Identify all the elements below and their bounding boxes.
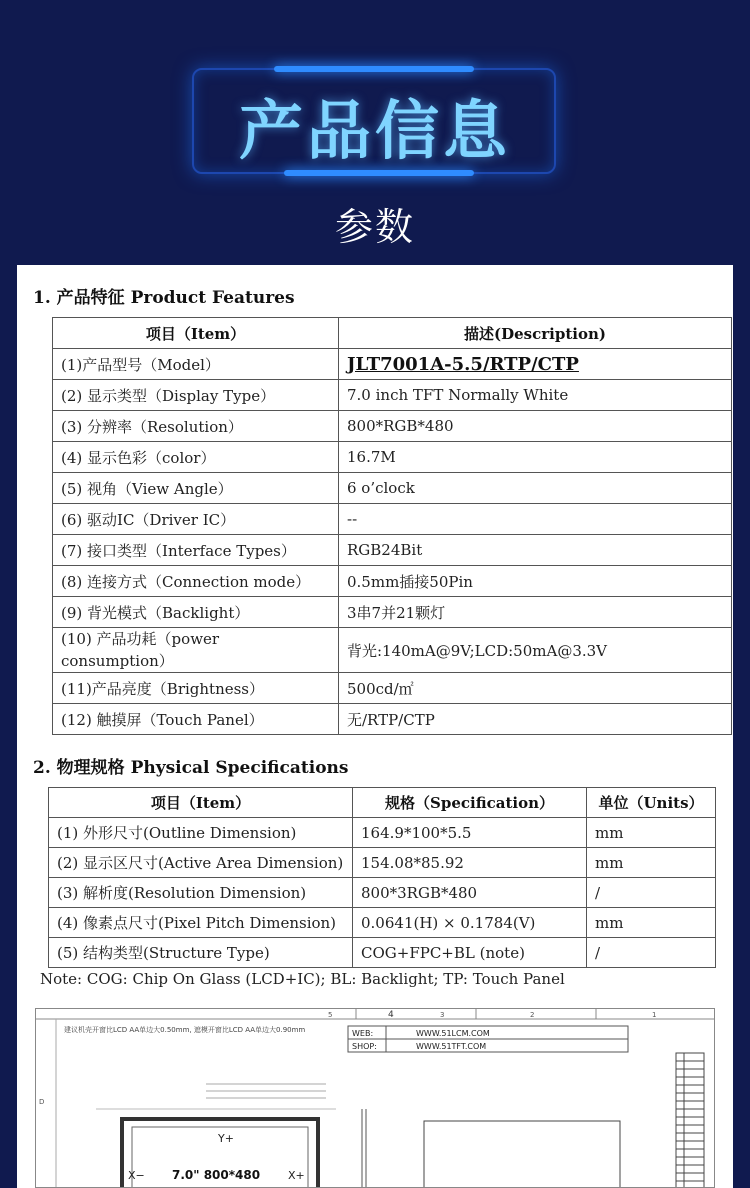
physical-table [48, 787, 716, 968]
table-row [53, 704, 732, 735]
physical-units: / [587, 878, 716, 908]
feature-value: RGB24Bit [339, 535, 732, 566]
feature-item: (6) 驱动IC（Driver IC） [53, 504, 339, 535]
ruler-label: 1 [652, 1011, 657, 1019]
physical-units: mm [587, 908, 716, 938]
physical-spec: COG+FPC+BL (note) [353, 938, 587, 968]
feature-value: 6 o’clock [339, 473, 732, 504]
drawing-svg [36, 1009, 715, 1188]
ruler-label: 2 [530, 1011, 535, 1019]
table-row [49, 908, 716, 938]
feature-item-line: (10) 产品功耗（power [61, 630, 220, 648]
feature-item: (5) 视角（View Angle） [53, 473, 339, 504]
features-header-row [53, 318, 732, 349]
shop-value: WWW.51TFT.COM [416, 1042, 487, 1051]
feature-value: 3串7并21颗灯 [339, 597, 732, 628]
panel-size-label: 7.0" 800*480 [172, 1168, 261, 1182]
features-section-title: 1. 产品特征 Product Features [33, 288, 295, 308]
pin-table [676, 1053, 704, 1188]
technical-drawing [35, 1008, 715, 1188]
physical-units: mm [587, 848, 716, 878]
physical-header-spec: 规格（Specification） [353, 788, 587, 818]
feature-item: (9) 背光模式（Backlight） [53, 597, 339, 628]
physical-spec: 154.08*85.92 [353, 848, 587, 878]
rear-view-outline [424, 1121, 620, 1188]
feature-item: (3) 分辨率（Resolution） [53, 411, 339, 442]
model-number: JLT7001A-5.5/RTP/CTP [347, 353, 579, 375]
ruler-label: 4 [388, 1010, 394, 1020]
physical-units: mm [587, 818, 716, 848]
table-row [53, 380, 732, 411]
feature-value: 16.7M [339, 442, 732, 473]
web-value: WWW.51LCM.COM [416, 1029, 490, 1038]
side-mark: D [39, 1098, 45, 1106]
feature-value: 无/RTP/CTP [339, 704, 732, 735]
spec-sheet [17, 265, 733, 1188]
table-row [49, 848, 716, 878]
hero-subtitle: 参数 [334, 205, 415, 249]
hero-title: 产品信息 [239, 95, 511, 169]
feature-value: 7.0 inch TFT Normally White [339, 380, 732, 411]
table-row [49, 938, 716, 968]
feature-value-model [339, 349, 732, 380]
table-row [49, 818, 716, 848]
physical-item: (4) 像素点尺寸(Pixel Pitch Dimension) [49, 908, 353, 938]
feature-item: (11)产品亮度（Brightness） [53, 673, 339, 704]
physical-header-units: 单位（Units） [587, 788, 716, 818]
x-minus-label: X− [128, 1169, 145, 1182]
table-row [53, 442, 732, 473]
table-row [53, 566, 732, 597]
table-row [53, 535, 732, 566]
feature-value: 背光:140mA@9V;LCD:50mA@3.3V [339, 628, 732, 673]
table-row [53, 597, 732, 628]
physical-section-title: 2. 物理规格 Physical Specifications [33, 758, 349, 778]
table-row [53, 473, 732, 504]
physical-note: Note: COG: Chip On Glass (LCD+IC); BL: Backlight; TP: Touch Panel [40, 970, 565, 988]
table-row [53, 349, 732, 380]
x-plus-label: X+ [288, 1169, 305, 1182]
feature-item [53, 628, 339, 673]
feature-item: (2) 显示类型（Display Type） [53, 380, 339, 411]
feature-value: 500cd/㎡ [339, 673, 732, 704]
table-row [53, 628, 732, 673]
feature-value: 800*RGB*480 [339, 411, 732, 442]
feature-item-line: consumption） [61, 652, 174, 670]
feature-item: (1)产品型号（Model） [53, 349, 339, 380]
y-plus-label: Y+ [218, 1132, 234, 1145]
feature-value: -- [339, 504, 732, 535]
web-label: WEB: [352, 1029, 374, 1038]
hero-banner [0, 0, 750, 265]
table-row [53, 504, 732, 535]
physical-units: / [587, 938, 716, 968]
feature-item: (12) 触摸屏（Touch Panel） [53, 704, 339, 735]
physical-header-item: 项目（Item） [49, 788, 353, 818]
shop-label: SHOP: [352, 1042, 377, 1051]
physical-item: (1) 外形尺寸(Outline Dimension) [49, 818, 353, 848]
table-row [49, 878, 716, 908]
drawing-note: 建议机壳开窗比LCD AA单边大0.50mm, 遮模开窗比LCD AA单边大0.90mm [64, 1026, 306, 1034]
feature-item: (4) 显示色彩（color） [53, 442, 339, 473]
table-row [53, 673, 732, 704]
ruler-label: 3 [440, 1011, 445, 1019]
feature-value: 0.5mm插接50Pin [339, 566, 732, 597]
feature-item: (7) 接口类型（Interface Types） [53, 535, 339, 566]
physical-spec: 0.0641(H) × 0.1784(V) [353, 908, 587, 938]
physical-spec: 800*3RGB*480 [353, 878, 587, 908]
physical-header-row [49, 788, 716, 818]
feature-item: (8) 连接方式（Connection mode） [53, 566, 339, 597]
physical-item: (2) 显示区尺寸(Active Area Dimension) [49, 848, 353, 878]
table-row [53, 411, 732, 442]
ruler-label: 5 [328, 1011, 333, 1019]
features-header-description: 描述(Description) [339, 318, 732, 349]
physical-item: (5) 结构类型(Structure Type) [49, 938, 353, 968]
features-table [52, 317, 732, 735]
physical-spec: 164.9*100*5.5 [353, 818, 587, 848]
features-header-item: 项目（Item） [53, 318, 339, 349]
physical-item: (3) 解析度(Resolution Dimension) [49, 878, 353, 908]
hero-frame-accent-top [274, 66, 474, 72]
